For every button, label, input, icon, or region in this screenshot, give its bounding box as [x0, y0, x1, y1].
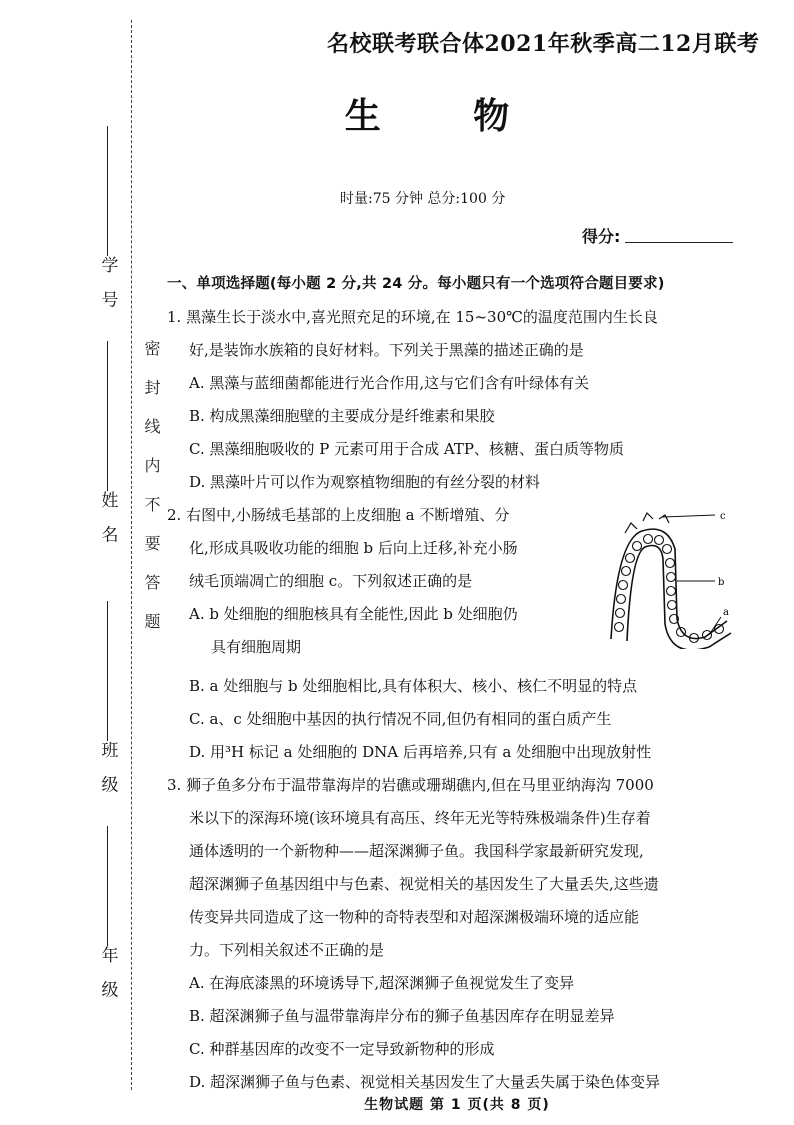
q1-option-c[interactable]: C. 黑藻细胞吸收的 P 元素可用于合成 ATP、核糖、蛋白质等物质	[189, 440, 624, 458]
q2-option-d[interactable]: D. 用³H 标记 a 处细胞的 DNA 后再培养,只有 a 处细胞中出现放射性	[189, 743, 652, 761]
score-label: 得分:	[582, 227, 621, 246]
question-1	[167, 301, 747, 499]
q1-stem-line: 好,是装饰水族箱的良好材料。下列关于黑藻的描述正确的是	[189, 341, 584, 359]
name-field	[90, 335, 124, 548]
class-label: 班 级	[97, 741, 118, 799]
q2-option-c[interactable]: C. a、c 处细胞中基因的执行情况不同,但仍有相同的蛋白质产生	[189, 710, 612, 728]
q1-stem-line: 1. 黑藻生长于淡水中,喜光照充足的环境,在 15~30℃的温度范围内生长良	[167, 308, 658, 326]
diagram-label-c: c	[720, 511, 726, 522]
question-2	[167, 499, 747, 769]
q3-option-a[interactable]: A. 在海底漆黑的环境诱导下,超深渊狮子鱼视觉发生了变异	[189, 974, 575, 992]
q2-stem-line: 绒毛顶端凋亡的细胞 c。下列叙述正确的是	[189, 572, 473, 590]
q3-option-c[interactable]: C. 种群基因库的改变不一定导致新物种的形成	[189, 1040, 495, 1058]
student-id-line	[107, 126, 108, 256]
seal-warning: 密封线内不要答题	[142, 340, 161, 652]
q2-stem-line: 2. 右图中,小肠绒毛基部的上皮细胞 a 不断增殖、分	[167, 506, 510, 524]
q3-stem-line: 力。下列相关叙述不正确的是	[189, 941, 385, 959]
q2-option-a-cont: 具有细胞周期	[211, 638, 302, 656]
q3-stem-line: 米以下的深海环境(该环境具有高压、终年无光等特殊极端条件)生存着	[189, 809, 651, 827]
class-line	[107, 601, 108, 741]
student-id-label: 学 号	[97, 256, 118, 314]
section-title: 一、单项选择题(每小题 2 分,共 24 分。每小题只有一个选项符合题目要求)	[167, 276, 665, 292]
q3-option-b[interactable]: B. 超深渊狮子鱼与温带靠海岸分布的狮子鱼基因库存在明显差异	[189, 1007, 615, 1025]
q1-option-b[interactable]: B. 构成黑藻细胞壁的主要成分是纤维素和果胶	[189, 407, 495, 425]
q2-option-a[interactable]: A. b 处细胞的细胞核具有全能性,因此 b 处细胞仍	[189, 605, 518, 623]
q1-option-a[interactable]: A. 黑藻与蓝细菌都能进行光合作用,这与它们含有叶绿体有关	[189, 374, 590, 392]
exam-title: 名校联考联合体2021年秋季高二12月联考	[327, 31, 760, 57]
q2-stem-line: 化,形成具吸收功能的细胞 b 后向上迁移,补充小肠	[189, 539, 518, 557]
q3-stem-line: 通体透明的一个新物种——超深渊狮子鱼。我国科学家最新研究发现,	[189, 842, 644, 860]
time-info: 时量:75 分钟 总分:100 分	[340, 191, 506, 207]
question-3	[167, 769, 747, 1099]
q1-option-d[interactable]: D. 黑藻叶片可以作为观察植物细胞的有丝分裂的材料	[189, 473, 541, 491]
diagram-label-b: b	[718, 577, 725, 588]
intestinal-villus-diagram	[597, 509, 742, 649]
student-id-field	[90, 120, 124, 313]
grade-label: 年 级	[97, 946, 118, 1004]
q3-stem-line: 3. 狮子鱼多分布于温带靠海岸的岩礁或珊瑚礁内,但在马里亚纳海沟 7000	[167, 776, 654, 794]
diagram-label-a: a	[723, 607, 729, 618]
seal-line	[131, 20, 132, 1090]
q3-option-d[interactable]: D. 超深渊狮子鱼与色素、视觉相关基因发生了大量丢失属于染色体变异	[189, 1073, 661, 1091]
q3-stem-line: 超深渊狮子鱼基因组中与色素、视觉相关的基因发生了大量丢失,这些遗	[189, 875, 659, 893]
question-body	[167, 268, 747, 1099]
grade-line	[107, 826, 108, 946]
subject-title: 生 物	[344, 96, 550, 137]
page-footer: 生物试题 第 1 页(共 8 页)	[364, 1097, 550, 1113]
q3-stem-line: 传变异共同造成了这一物种的奇特表型和对超深渊极端环境的适应能	[189, 908, 640, 926]
class-field	[90, 595, 124, 798]
name-line	[107, 341, 108, 491]
score-blank[interactable]	[625, 242, 733, 243]
grade-field	[90, 820, 124, 1003]
name-label: 姓 名	[97, 491, 118, 549]
q2-option-b[interactable]: B. a 处细胞与 b 处细胞相比,具有体积大、核小、核仁不明显的特点	[189, 677, 638, 695]
